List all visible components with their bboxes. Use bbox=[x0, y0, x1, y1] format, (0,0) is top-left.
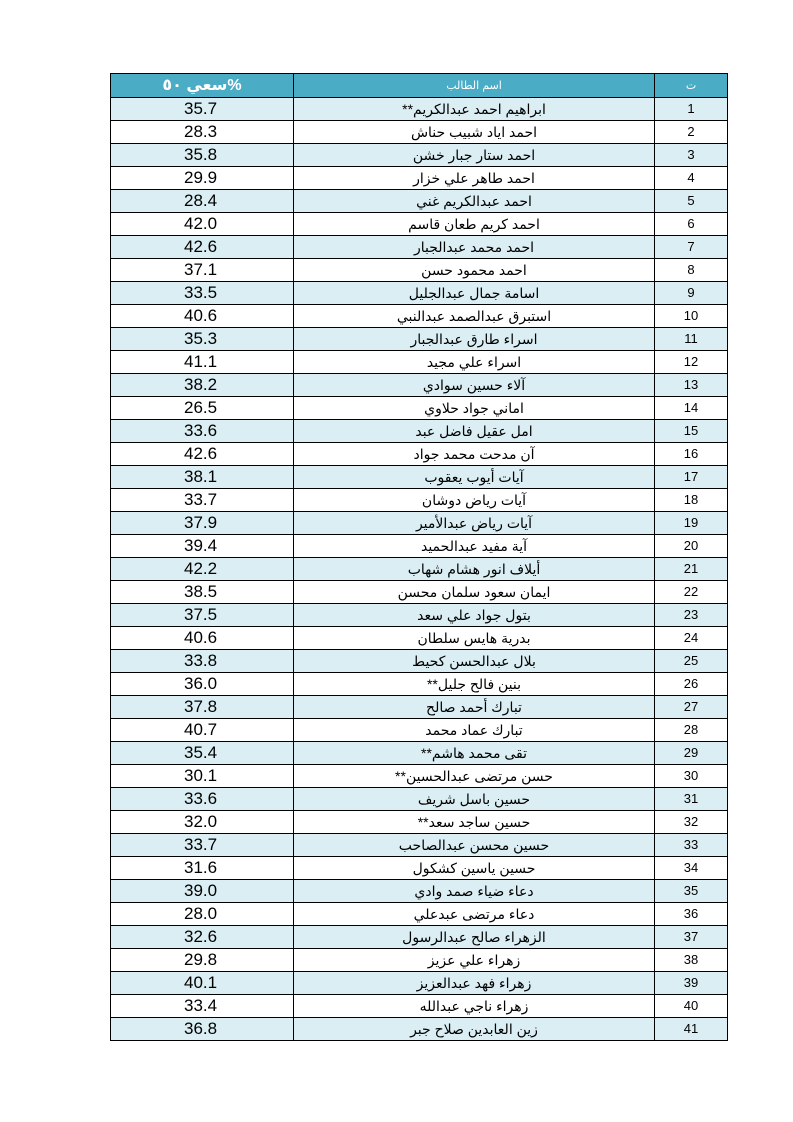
student-name-cell: اسامة جمال عبدالجليل bbox=[294, 282, 655, 305]
table-row bbox=[111, 880, 728, 903]
grade-cell: 42.0 bbox=[111, 213, 294, 236]
grade-cell: 35.3 bbox=[111, 328, 294, 351]
row-number-cell: 12 bbox=[655, 351, 728, 374]
table-row bbox=[111, 719, 728, 742]
grade-cell: 38.5 bbox=[111, 581, 294, 604]
student-name-cell: آيات رياض دوشان bbox=[294, 489, 655, 512]
student-name-cell: احمد طاهر علي خزار bbox=[294, 167, 655, 190]
row-number-cell: 21 bbox=[655, 558, 728, 581]
row-number-cell: 16 bbox=[655, 443, 728, 466]
row-number-cell: 29 bbox=[655, 742, 728, 765]
table-row bbox=[111, 144, 728, 167]
table-row bbox=[111, 995, 728, 1018]
student-name-cell: تقى محمد هاشم** bbox=[294, 742, 655, 765]
row-number-cell: 5 bbox=[655, 190, 728, 213]
row-number-cell: 22 bbox=[655, 581, 728, 604]
grade-cell: 38.2 bbox=[111, 374, 294, 397]
grade-cell: 28.4 bbox=[111, 190, 294, 213]
student-name-cell: بتول جواد علي سعد bbox=[294, 604, 655, 627]
grade-cell: 38.1 bbox=[111, 466, 294, 489]
table-row bbox=[111, 581, 728, 604]
table-row bbox=[111, 972, 728, 995]
grade-cell: 28.0 bbox=[111, 903, 294, 926]
row-number-cell: 14 bbox=[655, 397, 728, 420]
grade-cell: 37.5 bbox=[111, 604, 294, 627]
student-name-cell: حسين ياسين كشكول bbox=[294, 857, 655, 880]
student-name-cell: استبرق عبدالصمد عبدالنبي bbox=[294, 305, 655, 328]
table-row bbox=[111, 650, 728, 673]
student-name-cell: آيات رياض عبدالأمير bbox=[294, 512, 655, 535]
table-row bbox=[111, 811, 728, 834]
grade-cell: 40.6 bbox=[111, 305, 294, 328]
table-row bbox=[111, 190, 728, 213]
grade-cell: 33.6 bbox=[111, 420, 294, 443]
student-name-cell: حسن مرتضى عبدالحسين** bbox=[294, 765, 655, 788]
student-name-cell: أيلاف انور هشام شهاب bbox=[294, 558, 655, 581]
table-row bbox=[111, 926, 728, 949]
header-row bbox=[111, 74, 728, 98]
table-row bbox=[111, 857, 728, 880]
student-grades-table bbox=[110, 73, 728, 1041]
row-number-cell: 18 bbox=[655, 489, 728, 512]
table-row bbox=[111, 1018, 728, 1041]
row-number-cell: 4 bbox=[655, 167, 728, 190]
row-number-cell: 32 bbox=[655, 811, 728, 834]
table-row bbox=[111, 351, 728, 374]
student-name-cell: زهراء علي عزيز bbox=[294, 949, 655, 972]
table-row bbox=[111, 259, 728, 282]
table-row bbox=[111, 604, 728, 627]
row-number-cell: 36 bbox=[655, 903, 728, 926]
student-name-cell: ابراهيم احمد عبدالكريم** bbox=[294, 98, 655, 121]
table-row bbox=[111, 834, 728, 857]
student-name-cell: حسين محسن عبدالصاحب bbox=[294, 834, 655, 857]
grade-cell: 32.0 bbox=[111, 811, 294, 834]
grade-cell: 32.6 bbox=[111, 926, 294, 949]
table-row bbox=[111, 328, 728, 351]
student-name-cell: الزهراء صالح عبدالرسول bbox=[294, 926, 655, 949]
grade-cell: 26.5 bbox=[111, 397, 294, 420]
grade-cell: 31.6 bbox=[111, 857, 294, 880]
table-row bbox=[111, 443, 728, 466]
table-row bbox=[111, 949, 728, 972]
grade-cell: 33.7 bbox=[111, 834, 294, 857]
student-name-cell: آن مدحت محمد جواد bbox=[294, 443, 655, 466]
row-number-cell: 1 bbox=[655, 98, 728, 121]
row-number-cell: 10 bbox=[655, 305, 728, 328]
student-name-cell: احمد محمد عبدالجبار bbox=[294, 236, 655, 259]
table-row bbox=[111, 121, 728, 144]
table-row bbox=[111, 213, 728, 236]
grade-cell: 36.8 bbox=[111, 1018, 294, 1041]
row-number-cell: 33 bbox=[655, 834, 728, 857]
row-number-cell: 41 bbox=[655, 1018, 728, 1041]
student-name-cell: بلال عبدالحسن كحيط bbox=[294, 650, 655, 673]
table-row bbox=[111, 420, 728, 443]
table-row bbox=[111, 167, 728, 190]
grade-cell: 42.6 bbox=[111, 236, 294, 259]
student-name-cell: امل عقيل فاضل عبد bbox=[294, 420, 655, 443]
grade-cell: 41.1 bbox=[111, 351, 294, 374]
student-name-cell: احمد كريم طعان قاسم bbox=[294, 213, 655, 236]
student-name-cell: آلاء حسين سوادي bbox=[294, 374, 655, 397]
row-number-cell: 17 bbox=[655, 466, 728, 489]
student-name-cell: حسين باسل شريف bbox=[294, 788, 655, 811]
grade-cell: 37.9 bbox=[111, 512, 294, 535]
student-name-cell: اسراء طارق عبدالجبار bbox=[294, 328, 655, 351]
table-row bbox=[111, 466, 728, 489]
table-row bbox=[111, 742, 728, 765]
grade-cell: 33.5 bbox=[111, 282, 294, 305]
table-row bbox=[111, 374, 728, 397]
header-number: ت bbox=[655, 74, 728, 98]
header-student-name: اسم الطالب bbox=[294, 74, 655, 98]
row-number-cell: 31 bbox=[655, 788, 728, 811]
table-row bbox=[111, 765, 728, 788]
table-row bbox=[111, 558, 728, 581]
student-name-cell: حسين ساجد سعد** bbox=[294, 811, 655, 834]
row-number-cell: 13 bbox=[655, 374, 728, 397]
row-number-cell: 34 bbox=[655, 857, 728, 880]
student-name-cell: زهراء ناجي عبدالله bbox=[294, 995, 655, 1018]
student-name-cell: دعاء مرتضى عبدعلي bbox=[294, 903, 655, 926]
row-number-cell: 25 bbox=[655, 650, 728, 673]
table-body bbox=[111, 98, 728, 1041]
row-number-cell: 40 bbox=[655, 995, 728, 1018]
row-number-cell: 28 bbox=[655, 719, 728, 742]
grade-cell: 39.0 bbox=[111, 880, 294, 903]
grade-cell: 29.8 bbox=[111, 949, 294, 972]
row-number-cell: 35 bbox=[655, 880, 728, 903]
student-name-cell: اماني جواد حلاوي bbox=[294, 397, 655, 420]
student-name-cell: زين العابدين صلاح جبر bbox=[294, 1018, 655, 1041]
grade-cell: 33.6 bbox=[111, 788, 294, 811]
student-name-cell: بنين فالح جليل** bbox=[294, 673, 655, 696]
grade-cell: 36.0 bbox=[111, 673, 294, 696]
grade-cell: 33.8 bbox=[111, 650, 294, 673]
student-name-cell: تبارك أحمد صالح bbox=[294, 696, 655, 719]
student-name-cell: ايمان سعود سلمان محسن bbox=[294, 581, 655, 604]
row-number-cell: 19 bbox=[655, 512, 728, 535]
table-row bbox=[111, 627, 728, 650]
row-number-cell: 38 bbox=[655, 949, 728, 972]
row-number-cell: 2 bbox=[655, 121, 728, 144]
grade-cell: 28.3 bbox=[111, 121, 294, 144]
student-name-cell: احمد ستار جبار خشن bbox=[294, 144, 655, 167]
student-name-cell: دعاء ضياء صمد وادي bbox=[294, 880, 655, 903]
row-number-cell: 8 bbox=[655, 259, 728, 282]
student-name-cell: اسراء علي مجيد bbox=[294, 351, 655, 374]
table-row bbox=[111, 489, 728, 512]
row-number-cell: 24 bbox=[655, 627, 728, 650]
table-row bbox=[111, 903, 728, 926]
student-name-cell: آية مفيد عبدالحميد bbox=[294, 535, 655, 558]
table-row bbox=[111, 236, 728, 259]
grade-cell: 40.6 bbox=[111, 627, 294, 650]
table-row bbox=[111, 696, 728, 719]
row-number-cell: 26 bbox=[655, 673, 728, 696]
table-row bbox=[111, 512, 728, 535]
student-name-cell: بدرية هايس سلطان bbox=[294, 627, 655, 650]
row-number-cell: 15 bbox=[655, 420, 728, 443]
row-number-cell: 39 bbox=[655, 972, 728, 995]
student-name-cell: احمد اياد شبيب حناش bbox=[294, 121, 655, 144]
row-number-cell: 6 bbox=[655, 213, 728, 236]
grade-cell: 35.7 bbox=[111, 98, 294, 121]
grade-cell: 42.6 bbox=[111, 443, 294, 466]
grade-cell: 37.8 bbox=[111, 696, 294, 719]
table-row bbox=[111, 788, 728, 811]
row-number-cell: 9 bbox=[655, 282, 728, 305]
grade-cell: 35.8 bbox=[111, 144, 294, 167]
grade-cell: 29.9 bbox=[111, 167, 294, 190]
row-number-cell: 23 bbox=[655, 604, 728, 627]
row-number-cell: 3 bbox=[655, 144, 728, 167]
row-number-cell: 37 bbox=[655, 926, 728, 949]
table-row bbox=[111, 98, 728, 121]
student-name-cell: زهراء فهد عبدالعزيز bbox=[294, 972, 655, 995]
grade-cell: 39.4 bbox=[111, 535, 294, 558]
student-name-cell: آيات أيوب يعقوب bbox=[294, 466, 655, 489]
table-row bbox=[111, 282, 728, 305]
grade-cell: 33.4 bbox=[111, 995, 294, 1018]
student-name-cell: احمد عبدالكريم غني bbox=[294, 190, 655, 213]
table-row bbox=[111, 673, 728, 696]
grade-cell: 37.1 bbox=[111, 259, 294, 282]
grade-cell: 30.1 bbox=[111, 765, 294, 788]
row-number-cell: 7 bbox=[655, 236, 728, 259]
grade-cell: 40.7 bbox=[111, 719, 294, 742]
row-number-cell: 20 bbox=[655, 535, 728, 558]
header-grade: سعي ٥٠% bbox=[111, 74, 294, 98]
row-number-cell: 11 bbox=[655, 328, 728, 351]
grade-cell: 40.1 bbox=[111, 972, 294, 995]
table-header bbox=[111, 74, 728, 98]
student-name-cell: تبارك عماد محمد bbox=[294, 719, 655, 742]
row-number-cell: 30 bbox=[655, 765, 728, 788]
table-row bbox=[111, 397, 728, 420]
table-row bbox=[111, 535, 728, 558]
table-row bbox=[111, 305, 728, 328]
grade-cell: 35.4 bbox=[111, 742, 294, 765]
grade-cell: 33.7 bbox=[111, 489, 294, 512]
student-name-cell: احمد محمود حسن bbox=[294, 259, 655, 282]
row-number-cell: 27 bbox=[655, 696, 728, 719]
grade-cell: 42.2 bbox=[111, 558, 294, 581]
